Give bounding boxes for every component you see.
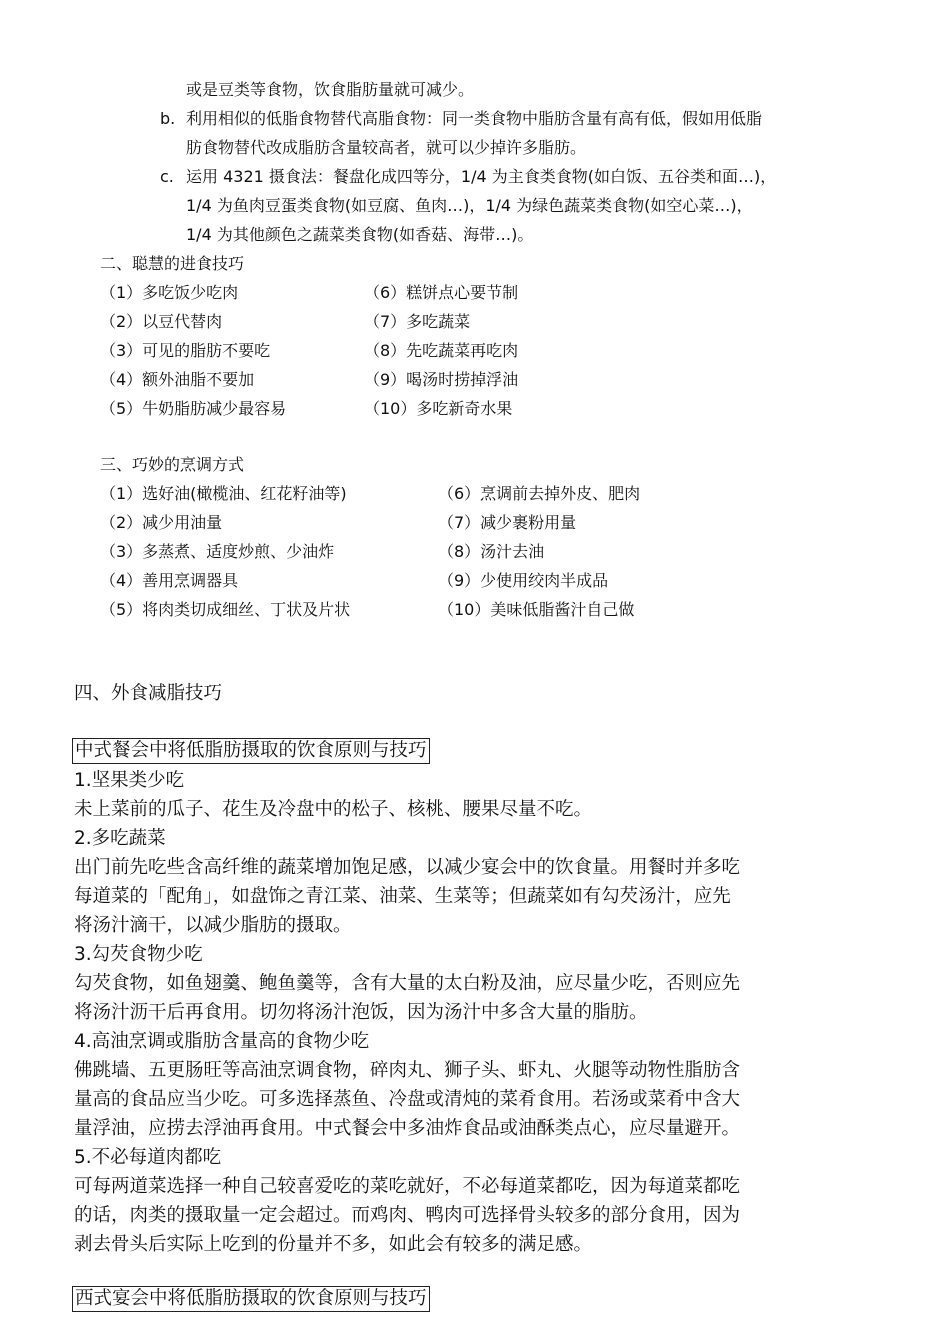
item-c-line: 1/4 为其他颜色之蔬菜类食物(如香菇、海带…)。 bbox=[186, 225, 534, 244]
tip-title: 5.不必每道肉都吃 bbox=[74, 1147, 222, 1168]
cooking-item: （3）多蒸煮、适度炒煎、少油炸 bbox=[100, 542, 335, 561]
tip-item: （10）多吃新奇水果 bbox=[364, 399, 513, 418]
cooking-item: （7）减少裹粉用量 bbox=[438, 513, 577, 532]
chinese-banquet-title: 中式餐会中将低脂肪摄取的饮食原则与技巧 bbox=[72, 738, 430, 764]
item-c-line: 1/4 为鱼肉豆蛋类食物(如豆腐、鱼肉…)，1/4 为绿色蔬菜类食物(如空心菜…)， bbox=[186, 196, 753, 215]
western-banquet-title: 西式宴会中将低脂肪摄取的饮食原则与技巧 bbox=[72, 1286, 430, 1312]
item-c-line: 运用 4321 摄食法：餐盘化成四等分，1/4 为主食类食物(如白饭、五谷类和面…)， bbox=[186, 167, 777, 186]
tip-title: 2.多吃蔬菜 bbox=[74, 828, 166, 849]
tip-body-line: 勾芡食物，如鱼翅羹、鲍鱼羹等，含有大量的太白粉及油，应尽量少吃，否则应先 bbox=[74, 973, 741, 994]
section-4-heading: 四、外食减脂技巧 bbox=[74, 683, 223, 704]
item-b-line: 利用相似的低脂食物替代高脂食物：同一类食物中脂肪含量有高有低，假如用低脂 bbox=[186, 109, 763, 128]
cooking-item: （9）少使用绞肉半成品 bbox=[438, 571, 609, 590]
tip-title: 1.坚果类少吃 bbox=[74, 770, 185, 791]
tip-body-line: 的话，肉类的摄取量一定会超过。而鸡肉、鸭肉可选择骨头较多的部分食用，因为 bbox=[74, 1205, 741, 1226]
tip-title: 3.勾芡食物少吃 bbox=[74, 944, 203, 965]
item-b-marker: b. bbox=[160, 109, 176, 128]
tip-item: （7）多吃蔬菜 bbox=[364, 312, 471, 331]
tip-body-line: 出门前先吃些含高纤维的蔬菜增加饱足感，以减少宴会中的饮食量。用餐时并多吃 bbox=[74, 857, 741, 878]
cooking-item: （10）美味低脂酱汁自己做 bbox=[438, 600, 635, 619]
cooking-item: （8）汤汁去油 bbox=[438, 542, 545, 561]
tip-item: （1）多吃饭少吃肉 bbox=[100, 283, 239, 302]
section-2-heading: 二、聪慧的进食技巧 bbox=[100, 254, 245, 273]
tip-item: （3）可见的脂肪不要吃 bbox=[100, 341, 271, 360]
cooking-item: （1）选好油(橄榄油、红花籽油等) bbox=[100, 484, 347, 503]
tip-body-line: 每道菜的「配角」，如盘饰之青江菜、油菜、生菜等；但蔬菜如有勾芡汤汁，应先 bbox=[74, 886, 731, 907]
tip-body-line: 将汤汁滴干，以减少脂肪的摄取。 bbox=[74, 915, 352, 936]
tip-body-line: 量浮油，应捞去浮油再食用。中式餐会中多油炸食品或油酥类点心，应尽量避开。 bbox=[74, 1118, 741, 1139]
cooking-item: （6）烹调前去掉外皮、肥肉 bbox=[438, 484, 641, 503]
tip-body-line: 剥去骨头后实际上吃到的份量并不多，如此会有较多的满足感。 bbox=[74, 1234, 593, 1255]
cooking-item: （5）将肉类切成细丝、丁状及片状 bbox=[100, 600, 351, 619]
tip-body-line: 可每两道菜选择一种自己较喜爱吃的菜吃就好，不必每道菜都吃，因为每道菜都吃 bbox=[74, 1176, 741, 1197]
tip-title: 4.高油烹调或脂肪含量高的食物少吃 bbox=[74, 1031, 370, 1052]
tip-item: （5）牛奶脂肪减少最容易 bbox=[100, 399, 287, 418]
tip-item: （4）额外油脂不要加 bbox=[100, 370, 255, 389]
cooking-item: （4）善用烹调器具 bbox=[100, 571, 239, 590]
tip-body-line: 佛跳墙、五更肠旺等高油烹调食物，碎肉丸、狮子头、虾丸、火腿等动物性脂肪含 bbox=[74, 1060, 741, 1081]
tip-item: （8）先吃蔬菜再吃肉 bbox=[364, 341, 519, 360]
tip-item: （6）糕饼点心要节制 bbox=[364, 283, 519, 302]
tip-body-line: 量高的食品应当少吃。可多选择蒸鱼、冷盘或清炖的菜肴食用。若汤或菜肴中含大 bbox=[74, 1089, 741, 1110]
cooking-item: （2）减少用油量 bbox=[100, 513, 223, 532]
tip-item: （9）喝汤时捞掉浮油 bbox=[364, 370, 519, 389]
tip-body-line: 未上菜前的瓜子、花生及冷盘中的松子、核桃、腰果尽量不吃。 bbox=[74, 799, 593, 820]
item-b-line: 肪食物替代改成脂肪含量较高者，就可以少掉许多脂肪。 bbox=[186, 138, 587, 157]
tip-item: （2）以豆代替肉 bbox=[100, 312, 223, 331]
tip-body-line: 将汤汁沥干后再食用。切勿将汤汁泡饭，因为汤汁中多含大量的脂肪。 bbox=[74, 1002, 648, 1023]
item-a-continuation: 或是豆类等食物，饮食脂肪量就可减少。 bbox=[186, 80, 475, 99]
section-3-heading: 三、巧妙的烹调方式 bbox=[100, 455, 245, 474]
item-c-marker: c. bbox=[160, 167, 174, 186]
